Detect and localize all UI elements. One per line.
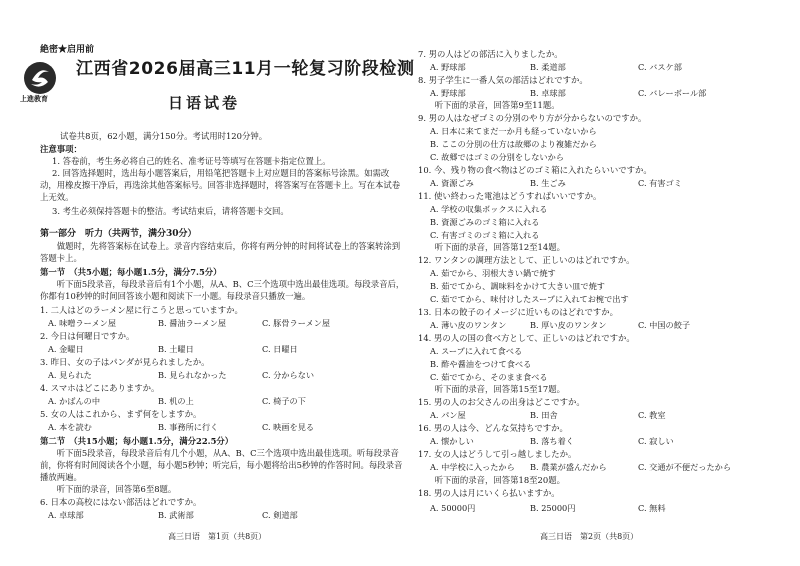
- section2-desc-3: 播放两遍。: [40, 472, 82, 482]
- notice-2a: 2. 回答选择题时，选出每小题答案后，用铅笔把答题卡上对应题目的答案标号涂黑。如需改: [52, 168, 390, 178]
- exam-subtitle: 日语试卷: [168, 94, 241, 112]
- q15-option-b: B. 田舎: [530, 410, 558, 420]
- note-q12-14: 听下面的录音，回答第12至14题。: [418, 242, 565, 252]
- part1-desc-1: 做题时，先将答案标在试卷上。录音内容结束后，你将有两分钟的时间将试卷上的答案转涂到: [40, 241, 401, 251]
- q11-option-c: C. 有害ゴミのゴミ箱に入れる: [430, 230, 540, 240]
- question-6: 6. 日本の高校にはない部活はどれですか。: [40, 497, 202, 507]
- question-17: 17. 女の人はどうして引っ越しましたか。: [418, 449, 577, 459]
- q3-option-b: B. 見られなかった: [158, 370, 227, 380]
- question-13: 13. 日本の餃子のイメージに近いものはどれですか。: [418, 307, 618, 317]
- q1-option-a: A. 味噌ラーメン屋: [48, 318, 117, 328]
- q9-option-a: A. 日本に来てまだ一か月も経っていないから: [430, 126, 597, 136]
- q5-option-b: B. 事務所に行く: [158, 422, 219, 432]
- q2-option-c: C. 日曜日: [262, 344, 298, 354]
- q5-option-c: C. 映画を見る: [262, 422, 315, 432]
- question-10: 10. 今、残り物の食べ物はどのゴミ箱に入れたらいいですか。: [418, 165, 652, 175]
- question-2: 2. 今日は何曜日ですか。: [40, 331, 135, 341]
- q2-option-b: B. 土曜日: [158, 344, 194, 354]
- q11-option-a: A. 学校の収集ボックスに入れる: [430, 204, 548, 214]
- notice-1: 1. 答卷前，考生务必将自己的姓名、准考证号等填写在答题卡指定位置上。: [52, 156, 331, 166]
- part1-desc-2: 答题卡上。: [40, 253, 82, 263]
- note-q18-20: 听下面的录音，回答第18至20题。: [418, 475, 565, 485]
- q9-option-c: C. 故郷ではゴミの分別をしないから: [430, 152, 564, 162]
- q1-option-b: B. 醤油ラーメン屋: [158, 318, 227, 328]
- q13-option-a: A. 薄い皮のワンタン: [430, 320, 507, 330]
- q8-option-c: C. バレーボール部: [638, 88, 707, 98]
- exam-meta: 试卷共8页，62小题，满分150分。考试用时120分钟。: [60, 131, 268, 141]
- q13-option-c: C. 中国の餃子: [638, 320, 691, 330]
- q14-option-b: B. 酢や醤油をつけて食べる: [430, 359, 532, 369]
- section1-heading: 第一节 （共5小题；每小题1.5分，满分7.5分）: [40, 267, 222, 277]
- logo-text: 上進教育: [20, 94, 48, 103]
- note-q9-11: 听下面的录音，回答第9至11题。: [418, 100, 560, 110]
- question-3: 3. 昨日、女の子はパンダが見られましたか。: [40, 357, 210, 367]
- q3-option-c: C. 分からない: [262, 370, 315, 380]
- q2-option-a: A. 金曜日: [48, 344, 84, 354]
- q15-option-c: C. 教室: [638, 410, 666, 420]
- question-14: 14. 男の人の国の食べ方として、正しいのはどれですか。: [418, 333, 635, 343]
- q12-option-b: B. 茹でてから、調味料をかけて大きい皿で焼す: [430, 281, 605, 291]
- q8-option-a: A. 野球部: [430, 88, 466, 98]
- question-16: 16. 男の人は今、どんな気持ちですか。: [418, 423, 568, 433]
- q12-option-c: C. 茹でてから、味付けしたスープに入れてお椀で出す: [430, 294, 629, 304]
- q6-option-a: A. 卓球部: [48, 510, 84, 520]
- q15-option-a: A. パン屋: [430, 410, 466, 420]
- question-9: 9. 男の人はなぜゴミの分別のやり方が分からないのですか。: [418, 113, 647, 123]
- question-15: 15. 男の人のお父さんの出身はどこですか。: [418, 397, 585, 407]
- note-q15-17: 听下面的录音，回答第15至17题。: [418, 384, 565, 394]
- q17-option-a: A. 中学校に入ったから: [430, 462, 515, 472]
- question-5: 5. 女の人はこれから、まず何をしますか。: [40, 409, 202, 419]
- question-4: 4. スマホはどこにありますか。: [40, 383, 160, 393]
- q3-option-a: A. 見られた: [48, 370, 92, 380]
- q16-option-b: B. 落ち着く: [530, 436, 574, 446]
- q10-option-c: C. 有害ゴミ: [638, 178, 682, 188]
- q7-option-b: B. 柔道部: [530, 62, 566, 72]
- q18-option-c: C. 無料: [638, 503, 666, 513]
- question-11: 11. 使い終わった電池はどうすればいいですか。: [418, 191, 602, 201]
- q11-option-b: B. 資源ごみのゴミ箱に入れる: [430, 217, 540, 227]
- q10-option-b: B. 生ごみ: [530, 178, 566, 188]
- notice-heading: 注意事项：: [40, 144, 82, 154]
- section2-desc-1: 听下面5段录音，每段录音后有几个小题，从A、B、C三个选项中选出最佳选项。听每段录音: [40, 448, 399, 458]
- q4-option-b: B. 机の上: [158, 396, 194, 406]
- question-1: 1. 二人はどのラーメン屋に行こうと思っていますか。: [40, 305, 243, 315]
- q18-option-b: B. 25000円: [530, 503, 576, 513]
- question-8: 8. 男子学生に一番人気の部活はどれですか。: [418, 75, 588, 85]
- q16-option-c: C. 寂しい: [638, 436, 674, 446]
- q7-option-a: A. 野球部: [430, 62, 466, 72]
- secret-label: 絶密★启用前: [40, 45, 95, 55]
- notice-2c: 上无效。: [40, 192, 74, 202]
- section1-desc-2: 你都有10秒钟的时间回答该小题和阅读下一小题。每段录音只播放一遍。: [40, 291, 311, 301]
- q6-option-c: C. 剣道部: [262, 510, 298, 520]
- question-18: 18. 男の人は月にいくら払いますか。: [418, 488, 560, 498]
- footer-right: 高三日语 第2页（共8页）: [540, 532, 639, 541]
- footer-left: 高三日语 第1页（共8页）: [168, 532, 267, 541]
- question-12: 12. ワンタンの調理方法として、正しいのはどれですか。: [418, 255, 635, 265]
- q4-option-c: C. 椅子の下: [262, 396, 306, 406]
- q9-option-b: B. ここの分別の仕方は故郷のより複雑だから: [430, 139, 597, 149]
- q6-option-b: B. 武術部: [158, 510, 194, 520]
- q8-option-b: B. 卓球部: [530, 88, 566, 98]
- q17-option-b: B. 農業が盛んだから: [530, 462, 607, 472]
- question-7: 7. 男の人はどの部活に入りましたか。: [418, 49, 563, 59]
- exam-title: 江西省2026届高三11月一轮复习阶段检测: [76, 59, 415, 79]
- q14-option-c: C. 茹でてから、そのまま食べる: [430, 372, 548, 382]
- section2-heading: 第二节 （共15小题；每小题1.5分，满分22.5分）: [40, 436, 234, 446]
- section2-desc-2: 前，你将有时间阅读各个小题，每小题5秒钟；听完后，每小题将给出5秒钟的作答时间。每段录音: [40, 460, 403, 470]
- q1-option-c: C. 豚骨ラーメン屋: [262, 318, 331, 328]
- q14-option-a: A. スープに入れて食べる: [430, 346, 523, 356]
- q13-option-b: B. 厚い皮のワンタン: [530, 320, 607, 330]
- section1-desc-1: 听下面5段录音，每段录音后有1个小题，从A、B、C三个选项中选出最佳选项。每段录音后，: [40, 279, 405, 289]
- notice-3: 3. 考生必须保持答题卡的整洁。考试结束后，请将答题卡交回。: [52, 206, 289, 216]
- q17-option-c: C. 交通が不便だったから: [638, 462, 732, 472]
- q16-option-a: A. 懐かしい: [430, 436, 474, 446]
- q10-option-a: A. 資源ごみ: [430, 178, 474, 188]
- q5-option-a: A. 本を読む: [48, 422, 92, 432]
- q7-option-c: C. バスケ部: [638, 62, 682, 72]
- q4-option-a: A. かばんの中: [48, 396, 101, 406]
- logo-icon: [22, 60, 58, 96]
- section2-desc-4: 听下面的录音，回答第6至8题。: [40, 484, 177, 494]
- q12-option-a: A. 茹でから、羽根大きい鍋で焼す: [430, 268, 556, 278]
- notice-2b: 动，用橡皮擦干净后，再选涂其他答案标号。回答非选择题时，将答案写在答题卡上。写在本试卷: [40, 180, 401, 190]
- part1-heading: 第一部分 听力（共两节，满分30分）: [40, 229, 197, 239]
- q18-option-a: A. 50000円: [430, 503, 476, 513]
